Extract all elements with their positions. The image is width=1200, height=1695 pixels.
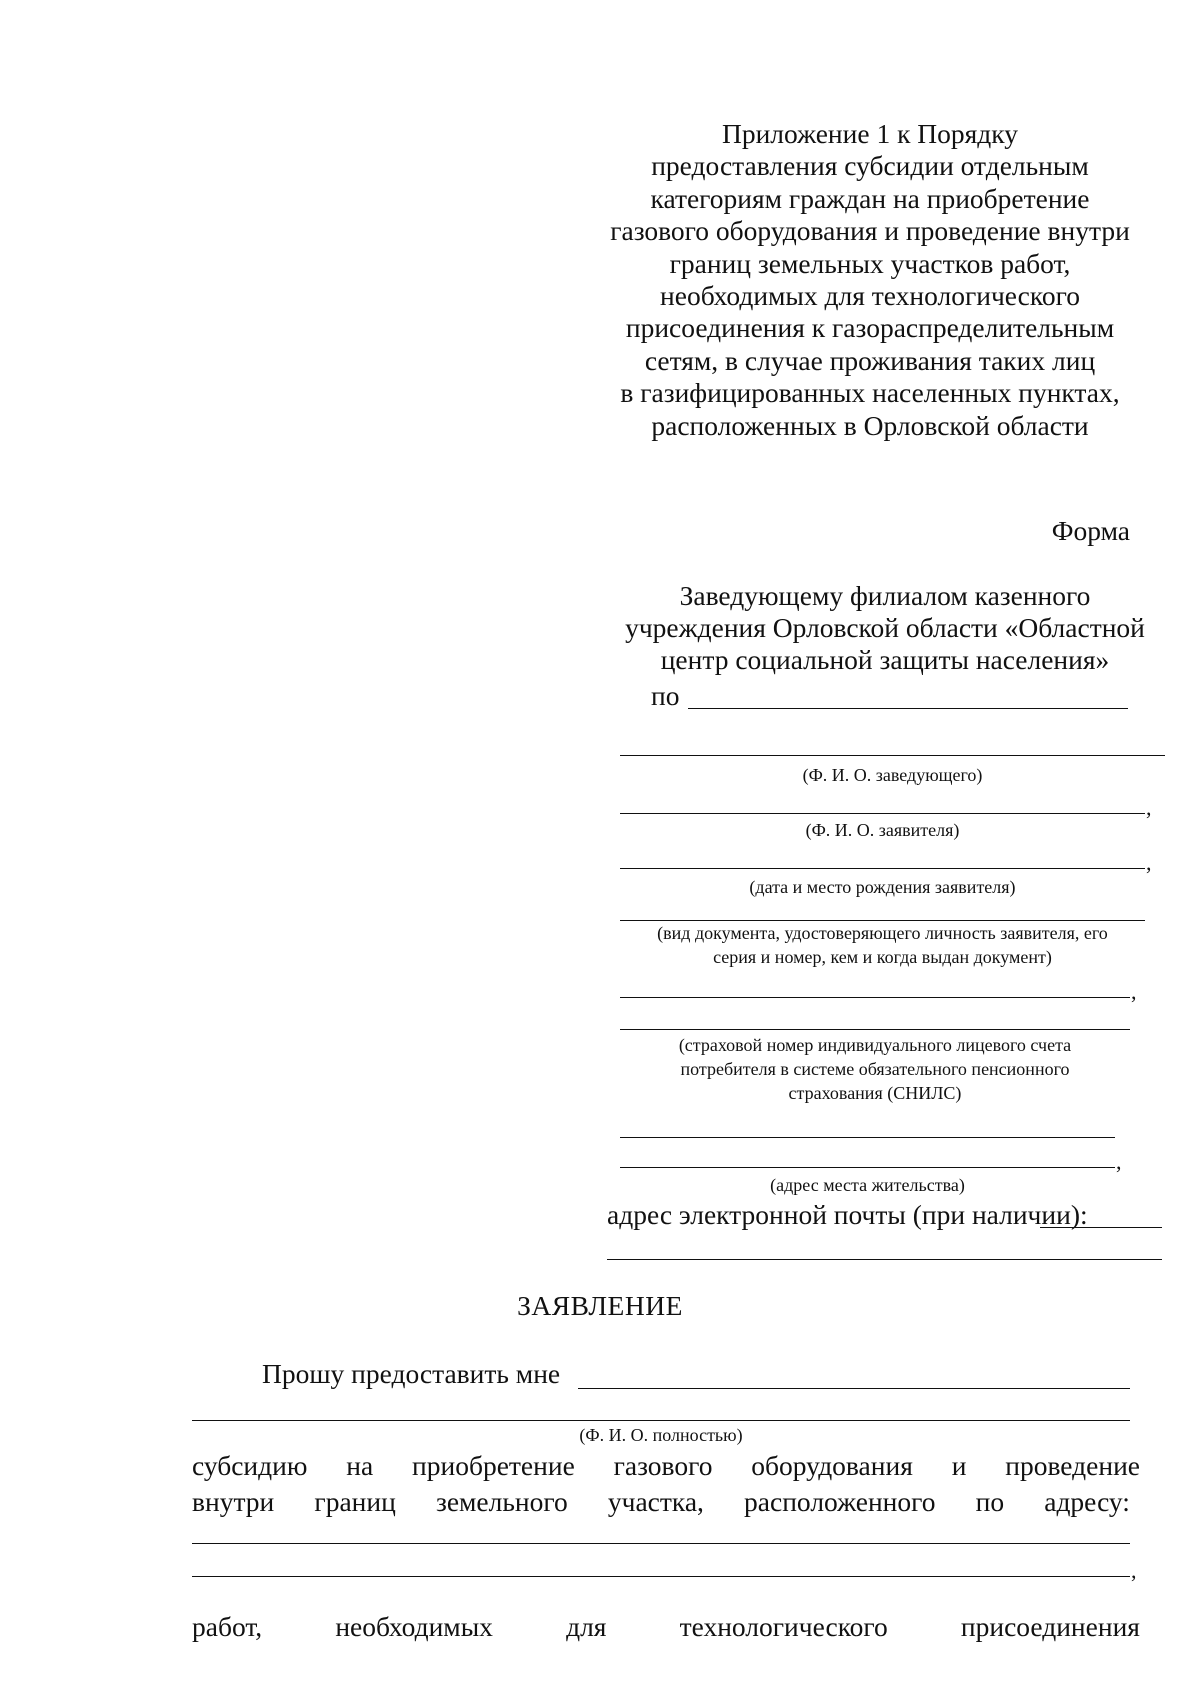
word: приобретение [412, 1450, 575, 1481]
addressee-line: центр социальной защиты населения» [660, 644, 1110, 675]
applicant-name-caption: (Ф. И. О. заявителя) [805, 820, 960, 840]
birth-field[interactable] [620, 868, 1145, 869]
word: расположенного [744, 1486, 936, 1517]
header-line: границ земельных участков работ, [669, 247, 1071, 279]
header-line: газового оборудования и проведение внутри [610, 215, 1130, 247]
statement-title: ЗАЯВЛЕНИЕ [517, 1290, 683, 1321]
appendix-header [590, 118, 1150, 442]
snils-caption: страхования (СНИЛС) [788, 1083, 962, 1103]
id-document-caption: серия и номер, кем и когда выдан документ) [713, 947, 1052, 967]
land-address-field[interactable] [192, 1543, 1130, 1544]
word: газового [613, 1450, 713, 1481]
word: границ [314, 1486, 396, 1517]
email-label: адрес электронной почты (при наличии): [607, 1199, 1088, 1230]
comma: , [1116, 1149, 1122, 1174]
po-label: по [651, 680, 680, 711]
word: адресу: [1044, 1486, 1130, 1517]
form-label: Форма [1051, 515, 1130, 546]
birth-caption: (дата и место рождения заявителя) [749, 877, 1016, 897]
addressee-line: Заведующему филиалом казенного [679, 580, 1091, 611]
header-line: в газифицированных населенных пунктах, [620, 377, 1120, 409]
request-text: Прошу предоставить мне [262, 1358, 561, 1389]
comma: , [1146, 850, 1152, 875]
word: по [975, 1486, 1005, 1517]
snils-caption: (страховой номер индивидуального лицевого счета [678, 1035, 1072, 1055]
addressee-line: учреждения Орловской области «Областной [625, 612, 1145, 643]
full-name-field-2[interactable] [192, 1420, 1130, 1421]
addressee-block [605, 580, 1165, 676]
header-line: расположенных в Орловской области [651, 409, 1089, 441]
head-name-field[interactable] [620, 755, 1165, 756]
word: субсидию [192, 1450, 308, 1481]
word: присоединения [960, 1611, 1140, 1642]
word: работ, [192, 1611, 263, 1642]
full-name-field[interactable] [578, 1388, 1130, 1389]
word: на [346, 1450, 374, 1481]
comma: , [1131, 1558, 1137, 1583]
word: внутри [192, 1486, 275, 1517]
word: земельного [435, 1486, 568, 1517]
word: для [566, 1611, 607, 1642]
comma: , [1146, 795, 1152, 820]
word: и [951, 1450, 967, 1481]
statement-line [192, 1486, 1130, 1518]
head-name-caption: (Ф. И. О. заведующего) [802, 765, 983, 785]
header-line: Приложение 1 к Порядку [721, 118, 1019, 149]
header-line: категориям граждан на приобретение [650, 182, 1090, 214]
comma: , [1131, 979, 1137, 1004]
header-line: необходимых для технологического [660, 280, 1080, 312]
branch-field[interactable] [688, 708, 1128, 709]
land-address-field-2[interactable] [192, 1576, 1130, 1577]
word: технологического [679, 1611, 888, 1642]
word: участка, [607, 1486, 704, 1517]
email-field-2[interactable] [607, 1259, 1162, 1260]
word: необходимых [335, 1611, 493, 1642]
header-line: сетям, в случае проживания таких лиц [644, 344, 1096, 376]
full-name-caption: (Ф. И. О. полностью) [579, 1425, 743, 1445]
header-line: присоединения к газораспределительным [625, 312, 1115, 344]
email-field[interactable] [1040, 1227, 1162, 1228]
word: проведение [1005, 1450, 1140, 1481]
address-field[interactable] [620, 1137, 1115, 1138]
snils-caption: потребителя в системе обязательного пенсионного [680, 1059, 1070, 1079]
applicant-name-field[interactable] [620, 813, 1145, 814]
id-document-caption: (вид документа, удостоверяющего личность заявителя, его [657, 923, 1108, 943]
id-document-field[interactable] [620, 920, 1145, 921]
statement-line [192, 1611, 1140, 1643]
address-field-2[interactable] [620, 1167, 1115, 1168]
statement-line [192, 1450, 1140, 1482]
id-document-field-2[interactable] [620, 997, 1130, 998]
snils-field[interactable] [620, 1029, 1130, 1030]
header-line: предоставления субсидии отдельным [651, 150, 1089, 182]
word: оборудования [751, 1450, 913, 1481]
address-caption: (адрес места жительства) [770, 1175, 965, 1195]
